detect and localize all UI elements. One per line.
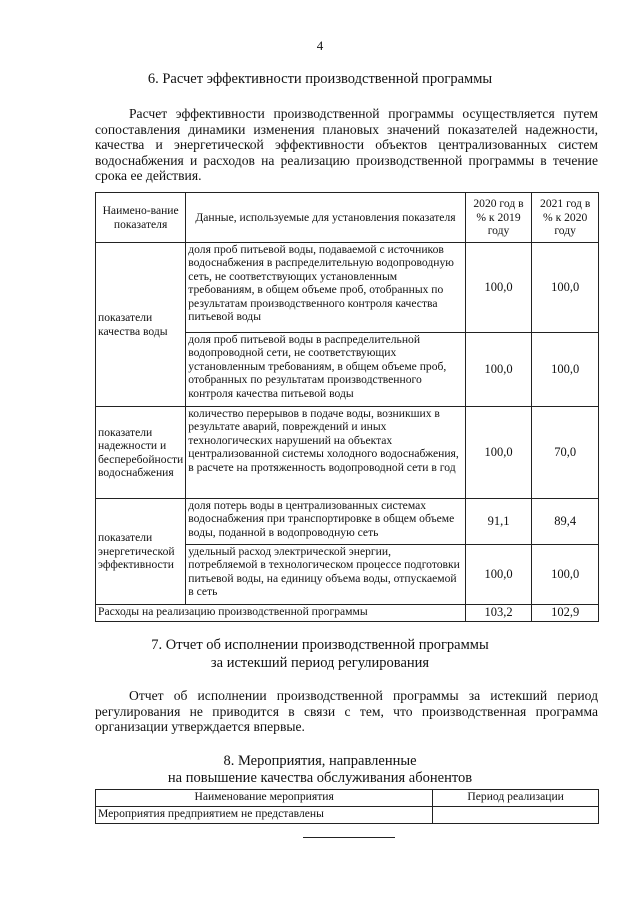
section-7-title-line2: за истекший период регулирования xyxy=(210,655,430,671)
section-6-paragraph xyxy=(95,106,598,184)
measure-row-name: Мероприятия предприятием не представлены xyxy=(96,807,433,824)
row-value-2021: 70,0 xyxy=(532,407,599,499)
row-value-2020: 100,0 xyxy=(465,243,532,333)
total-row-label: Расходы на реализацию производственной программы xyxy=(96,605,466,622)
row-value-2021: 89,4 xyxy=(532,499,599,545)
section-7-paragraph xyxy=(95,688,598,735)
section-6-title: 6. Расчет эффективности производственной программы xyxy=(147,71,493,87)
page-number: 4 xyxy=(316,38,324,53)
row-value-2020: 100,0 xyxy=(465,407,532,499)
section-7-title-line1: 7. Отчет об исполнении производственной программы xyxy=(151,637,489,653)
category-reliability: показатели надежности и бесперебойности водоснабжения xyxy=(96,407,186,499)
row-value-2020: 91,1 xyxy=(465,499,532,545)
section-8-title-line2: на повышение качества обслуживания абонентов xyxy=(167,770,473,786)
section-6-paragraph-text: Расчет эффективности производственной программы осуществляется путем сопоставления динамики изменения плановых значений показателей надежности, качества и энергетической эффективности объектов централизованных систем водоснабжения и расходов на реализацию производственной программы в течение срока ее действия. xyxy=(95,106,598,184)
category-energy-efficiency: показатели энергетической эффективности xyxy=(96,499,186,605)
header-data-used: Данные, используемые для установления показателя xyxy=(186,193,465,243)
row-value-2021: 100,0 xyxy=(532,545,599,605)
row-desc: доля потерь воды в централизованных системах водоснабжения при транспортировке в общем объеме воды, поданной в водопроводную сеть xyxy=(186,499,465,545)
efficiency-table xyxy=(95,192,599,622)
signature-line xyxy=(303,837,395,838)
row-desc: доля проб питьевой воды, подаваемой с источников водоснабжения в распределительную водопроводную сеть, не соответствующих установленным требованиям, в общем объеме проб, отобранных по результатам производственного контроля качества питьевой воды xyxy=(186,243,465,333)
section-7-paragraph-text: Отчет об исполнении производственной программы за истекший период регулирования не приводится в связи с тем, что производственная программа организации утверждается впервые. xyxy=(95,688,598,735)
total-value-2020: 103,2 xyxy=(465,605,532,622)
header-period: Период реализации xyxy=(433,790,599,807)
row-desc: удельный расход электрической энергии, потребляемой в технологическом процессе подготовки питьевой воды, на единицу объема воды, отпускаемой в сеть xyxy=(186,545,465,605)
header-measure-name: Наименование мероприятия xyxy=(96,790,433,807)
header-indicator-name: Наимено-вание показателя xyxy=(96,193,186,243)
row-value-2020: 100,0 xyxy=(465,545,532,605)
category-water-quality: показатели качества воды xyxy=(96,243,186,407)
measures-table xyxy=(95,789,599,824)
section-8-title-line1: 8. Мероприятия, направленные xyxy=(223,753,417,769)
row-desc: доля проб питьевой воды в распределительной водопроводной сети, не соответствующих установленным требованиям, в общем объеме проб, отобранных по результатам производственного контроля качества питьевой воды xyxy=(186,333,465,407)
row-desc: количество перерывов в подаче воды, возникших в результате аварий, повреждений и иных технологических нарушений на объектах централизованной системы холодного водоснабжения, в расчете на протяженность водопроводной сети в год xyxy=(186,407,465,499)
row-value-2021: 100,0 xyxy=(532,333,599,407)
total-value-2021: 102,9 xyxy=(532,605,599,622)
header-2020: 2020 год в % к 2019 году xyxy=(465,193,532,243)
row-value-2020: 100,0 xyxy=(465,333,532,407)
header-2021: 2021 год в % к 2020 году xyxy=(532,193,599,243)
measure-row-period xyxy=(433,807,599,824)
row-value-2021: 100,0 xyxy=(532,243,599,333)
